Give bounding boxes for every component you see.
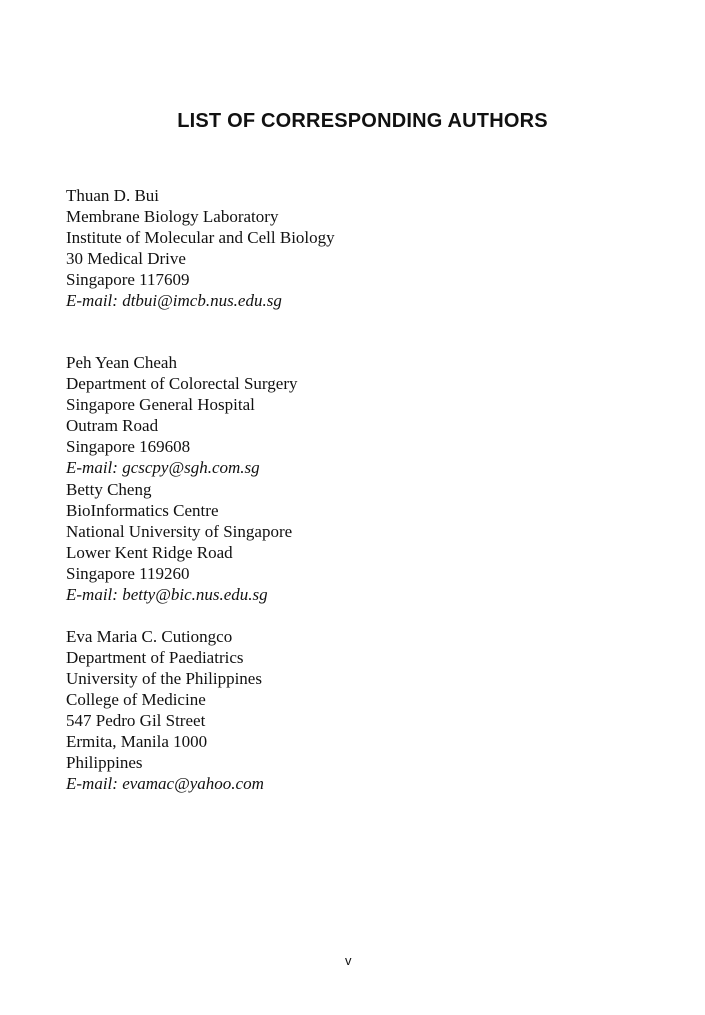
email-line — [66, 773, 264, 794]
address-line: University of the Philippines — [66, 669, 262, 688]
address-line: Institute of Molecular and Cell Biology — [66, 228, 335, 247]
email-address: dtbui@imcb.nus.edu.sg — [122, 291, 282, 310]
email-line — [66, 584, 292, 605]
address-line: Outram Road — [66, 416, 159, 435]
page-number: v — [345, 953, 352, 968]
author-entry — [66, 185, 335, 311]
email-label: E-mail: — [66, 585, 118, 604]
address-line: 30 Medical Drive — [66, 249, 186, 268]
address-line: College of Medicine — [66, 690, 206, 709]
email-label: E-mail: — [66, 291, 118, 310]
address-line: Philippines — [66, 753, 143, 772]
address-line: Department of Colorectal Surgery — [66, 374, 298, 393]
address-line: Singapore 119260 — [66, 564, 190, 583]
author-name: Eva Maria C. Cutiongco — [66, 627, 233, 646]
address-line: BioInformatics Centre — [66, 501, 219, 520]
author-entry — [66, 626, 264, 794]
address-line: Singapore 169608 — [66, 437, 191, 456]
address-line: Ermita, Manila 1000 — [66, 732, 208, 751]
email-label: E-mail: — [66, 458, 118, 477]
email-address: gcscpy@sgh.com.sg — [122, 458, 260, 477]
address-line: Membrane Biology Laboratory — [66, 207, 279, 226]
address-line: Department of Paediatrics — [66, 648, 244, 667]
email-line — [66, 457, 297, 478]
email-label: E-mail: — [66, 774, 118, 793]
author-name: Betty Cheng — [66, 480, 152, 499]
email-address: evamac@yahoo.com — [122, 774, 264, 793]
address-line: Singapore 117609 — [66, 270, 190, 289]
author-name: Thuan D. Bui — [66, 186, 160, 205]
author-entry — [66, 352, 297, 478]
author-name: Peh Yean Cheah — [66, 353, 177, 372]
page-title: LIST OF CORRESPONDING AUTHORS — [177, 110, 548, 132]
address-line: 547 Pedro Gil Street — [66, 711, 206, 730]
email-line — [66, 290, 335, 311]
address-line: National University of Singapore — [66, 522, 293, 541]
address-line: Singapore General Hospital — [66, 395, 255, 414]
email-address: betty@bic.nus.edu.sg — [122, 585, 268, 604]
author-entry — [66, 479, 292, 605]
address-line: Lower Kent Ridge Road — [66, 543, 233, 562]
